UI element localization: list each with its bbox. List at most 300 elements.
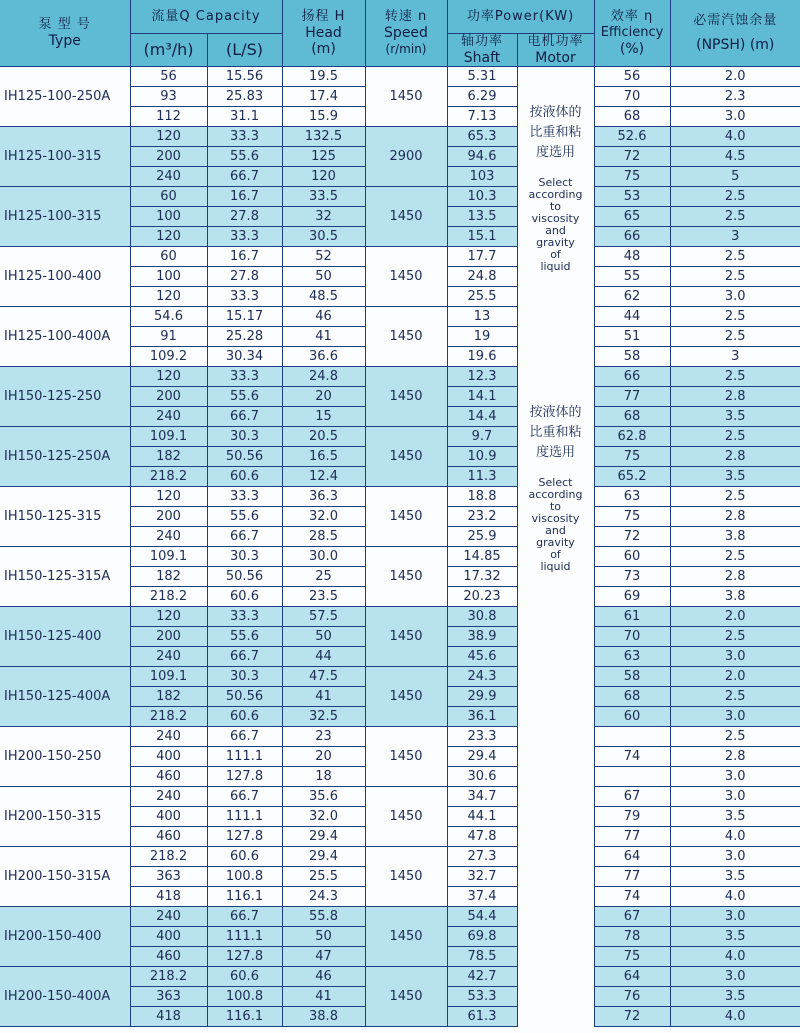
npsh-cell: 2.5	[670, 487, 800, 507]
npsh-cell: 2.5	[670, 427, 800, 447]
capacity-m3h-cell: 109.2	[130, 347, 207, 367]
npsh-cell: 3	[670, 227, 800, 247]
capacity-m3h-cell: 120	[130, 487, 207, 507]
capacity-m3h-cell: 460	[130, 947, 207, 967]
capacity-m3h-cell: 182	[130, 687, 207, 707]
capacity-ls-cell: 60.6	[207, 587, 282, 607]
table-body	[0, 67, 800, 1027]
npsh-cell: 3.5	[670, 927, 800, 947]
npsh-cell: 3.0	[670, 647, 800, 667]
shaft-power-cell: 14.4	[447, 407, 517, 427]
npsh-cell: 5	[670, 167, 800, 187]
capacity-ls-cell: 60.6	[207, 847, 282, 867]
speed-cell: 1450	[365, 967, 447, 1027]
head-cell: 32.0	[282, 507, 365, 527]
head-cell: 44	[282, 647, 365, 667]
shaft-power-cell: 7.13	[447, 107, 517, 127]
head-cell: 30.0	[282, 547, 365, 567]
npsh-cell: 2.5	[670, 367, 800, 387]
head-cell: 50	[282, 927, 365, 947]
motor-note-en	[518, 163, 594, 273]
speed-cell: 1450	[365, 487, 447, 547]
capacity-ls-cell: 27.8	[207, 207, 282, 227]
capacity-ls-cell: 66.7	[207, 407, 282, 427]
header-speed-zh: 转速 n	[384, 9, 428, 24]
shaft-power-cell: 29.4	[447, 747, 517, 767]
shaft-power-cell: 19.6	[447, 347, 517, 367]
efficiency-cell: 78	[594, 927, 670, 947]
model-cell: IH200-150-315A	[0, 847, 130, 907]
efficiency-cell: 74	[594, 887, 670, 907]
header-capacity	[130, 0, 282, 34]
head-cell: 50	[282, 267, 365, 287]
npsh-cell: 3.5	[670, 407, 800, 427]
head-cell: 132.5	[282, 127, 365, 147]
motor-note-en-line: to	[549, 499, 562, 513]
npsh-cell: 4.0	[670, 127, 800, 147]
capacity-m3h-cell: 60	[130, 247, 207, 267]
capacity-ls-cell: 55.6	[207, 387, 282, 407]
motor-note-zh-line: 比重和粘	[529, 125, 582, 140]
shaft-power-cell: 32.7	[447, 867, 517, 887]
efficiency-cell: 44	[594, 307, 670, 327]
shaft-power-cell: 17.32	[447, 567, 517, 587]
npsh-cell: 3.0	[670, 707, 800, 727]
efficiency-cell: 61	[594, 607, 670, 627]
npsh-cell: 2.5	[670, 727, 800, 747]
efficiency-cell: 69	[594, 587, 670, 607]
shaft-power-cell: 34.7	[447, 787, 517, 807]
capacity-m3h-cell: 120	[130, 607, 207, 627]
table-row	[0, 427, 800, 447]
capacity-m3h-cell: 240	[130, 907, 207, 927]
npsh-cell: 2.8	[670, 447, 800, 467]
capacity-m3h-cell: 418	[130, 1007, 207, 1027]
npsh-cell: 3.0	[670, 787, 800, 807]
capacity-ls-cell: 116.1	[207, 1007, 282, 1027]
capacity-ls-cell: 25.28	[207, 327, 282, 347]
efficiency-cell: 67	[594, 907, 670, 927]
capacity-ls-cell: 30.3	[207, 547, 282, 567]
head-cell: 12.4	[282, 467, 365, 487]
head-cell: 18	[282, 767, 365, 787]
shaft-power-cell: 29.9	[447, 687, 517, 707]
head-cell: 38.8	[282, 1007, 365, 1027]
capacity-m3h-cell: 109.1	[130, 547, 207, 567]
speed-cell: 1450	[365, 727, 447, 787]
shaft-power-cell: 78.5	[447, 947, 517, 967]
npsh-cell: 3.5	[670, 807, 800, 827]
shaft-power-cell: 53.3	[447, 987, 517, 1007]
shaft-power-cell: 12.3	[447, 367, 517, 387]
shaft-power-cell: 27.3	[447, 847, 517, 867]
head-cell: 19.5	[282, 67, 365, 87]
capacity-ls-cell: 60.6	[207, 967, 282, 987]
capacity-ls-cell: 66.7	[207, 727, 282, 747]
motor-note-en-line: gravity	[536, 236, 575, 249]
capacity-m3h-cell: 240	[130, 527, 207, 547]
efficiency-cell: 77	[594, 867, 670, 887]
motor-note-en-line: of	[550, 547, 561, 561]
shaft-power-cell: 61.3	[447, 1007, 517, 1027]
head-cell: 46	[282, 967, 365, 987]
shaft-power-cell: 44.1	[447, 807, 517, 827]
model-cell: IH150-125-400	[0, 607, 130, 667]
table-row	[0, 127, 800, 147]
capacity-m3h-cell: 112	[130, 107, 207, 127]
capacity-m3h-cell: 218.2	[130, 587, 207, 607]
efficiency-cell: 58	[594, 667, 670, 687]
capacity-ls-cell: 66.7	[207, 647, 282, 667]
efficiency-cell	[594, 727, 670, 747]
npsh-cell: 2.8	[670, 507, 800, 527]
capacity-ls-cell: 127.8	[207, 767, 282, 787]
efficiency-cell: 60	[594, 707, 670, 727]
capacity-ls-cell: 127.8	[207, 827, 282, 847]
capacity-m3h-cell: 109.1	[130, 667, 207, 687]
head-cell: 47	[282, 947, 365, 967]
capacity-ls-cell: 30.3	[207, 667, 282, 687]
shaft-power-cell: 23.2	[447, 507, 517, 527]
table-row	[0, 67, 800, 87]
efficiency-cell: 63	[594, 487, 670, 507]
head-cell: 28.5	[282, 527, 365, 547]
capacity-m3h-cell: 240	[130, 407, 207, 427]
capacity-m3h-cell: 93	[130, 87, 207, 107]
head-cell: 29.4	[282, 847, 365, 867]
model-cell: IH125-100-400A	[0, 307, 130, 367]
motor-note-en-line: according	[528, 487, 583, 501]
motor-note-en	[518, 463, 594, 573]
capacity-ls-cell: 15.17	[207, 307, 282, 327]
header-head-zh: 扬程 H	[301, 9, 346, 24]
shaft-power-cell: 42.7	[447, 967, 517, 987]
shaft-power-cell: 47.8	[447, 827, 517, 847]
capacity-ls-cell: 33.3	[207, 607, 282, 627]
npsh-cell: 2.5	[670, 547, 800, 567]
capacity-m3h-cell: 218.2	[130, 847, 207, 867]
capacity-ls-cell: 33.3	[207, 227, 282, 247]
head-cell: 48.5	[282, 287, 365, 307]
shaft-power-cell: 15.1	[447, 227, 517, 247]
head-cell: 23	[282, 727, 365, 747]
npsh-cell: 3.8	[670, 527, 800, 547]
motor-note-en-line: liquid	[540, 260, 571, 273]
efficiency-cell: 70	[594, 627, 670, 647]
npsh-cell: 2.3	[670, 87, 800, 107]
header-efficiency	[594, 0, 670, 67]
efficiency-cell: 56	[594, 67, 670, 87]
capacity-m3h-cell: 460	[130, 827, 207, 847]
speed-cell: 1450	[365, 367, 447, 427]
speed-cell: 1450	[365, 907, 447, 967]
speed-cell: 2900	[365, 127, 447, 187]
header-head-en: Head	[305, 25, 342, 41]
header-eff-unit: (%)	[619, 41, 645, 57]
table-row	[0, 907, 800, 927]
shaft-power-cell: 14.1	[447, 387, 517, 407]
motor-note-en-line: and	[545, 224, 566, 237]
capacity-ls-cell: 100.8	[207, 867, 282, 887]
head-cell: 17.4	[282, 87, 365, 107]
npsh-cell: 2.5	[670, 187, 800, 207]
efficiency-cell: 60	[594, 547, 670, 567]
efficiency-cell: 72	[594, 147, 670, 167]
header-npsh	[670, 0, 800, 67]
capacity-m3h-cell: 91	[130, 327, 207, 347]
head-cell: 36.6	[282, 347, 365, 367]
capacity-m3h-cell: 200	[130, 147, 207, 167]
motor-note-zh-line: 度选用	[535, 444, 575, 460]
head-cell: 55.8	[282, 907, 365, 927]
npsh-cell: 2.5	[670, 327, 800, 347]
shaft-power-cell: 23.3	[447, 727, 517, 747]
motor-note-en-line: viscosity	[531, 511, 580, 525]
capacity-ls-cell: 50.56	[207, 567, 282, 587]
capacity-ls-cell: 16.7	[207, 247, 282, 267]
efficiency-cell: 68	[594, 107, 670, 127]
efficiency-cell: 75	[594, 507, 670, 527]
head-cell: 32.5	[282, 707, 365, 727]
capacity-m3h-cell: 400	[130, 927, 207, 947]
capacity-ls-cell: 55.6	[207, 147, 282, 167]
shaft-power-cell: 69.8	[447, 927, 517, 947]
npsh-cell: 4.0	[670, 887, 800, 907]
npsh-cell: 3.0	[670, 767, 800, 787]
head-cell: 16.5	[282, 447, 365, 467]
capacity-m3h-cell: 460	[130, 767, 207, 787]
table-row	[0, 367, 800, 387]
efficiency-cell: 77	[594, 827, 670, 847]
head-cell: 47.5	[282, 667, 365, 687]
motor-note-en-line: and	[545, 523, 566, 537]
motor-note-zh-line: 比重和粘	[529, 424, 582, 440]
head-cell: 25.5	[282, 867, 365, 887]
efficiency-cell: 65.2	[594, 467, 670, 487]
head-cell: 52	[282, 247, 365, 267]
header-capacity-ls: (L/S)	[207, 34, 282, 67]
capacity-ls-cell: 111.1	[207, 807, 282, 827]
shaft-power-cell: 6.29	[447, 87, 517, 107]
capacity-m3h-cell: 218.2	[130, 967, 207, 987]
table-row	[0, 487, 800, 507]
shaft-power-cell: 11.3	[447, 467, 517, 487]
shaft-power-cell: 38.9	[447, 627, 517, 647]
header-power	[447, 0, 594, 34]
speed-cell: 1450	[365, 787, 447, 847]
motor-note-zh-line: 按液体的	[529, 105, 582, 120]
capacity-ls-cell: 33.3	[207, 127, 282, 147]
head-cell: 23.5	[282, 587, 365, 607]
header-motor	[517, 34, 594, 67]
motor-note-en-line: to	[549, 200, 562, 213]
npsh-cell: 2.5	[670, 627, 800, 647]
model-cell: IH200-150-250	[0, 727, 130, 787]
capacity-ls-cell: 33.3	[207, 487, 282, 507]
shaft-power-cell: 24.8	[447, 267, 517, 287]
npsh-cell: 3.5	[670, 467, 800, 487]
efficiency-cell: 75	[594, 447, 670, 467]
speed-cell: 1450	[365, 607, 447, 667]
npsh-cell: 3.5	[670, 867, 800, 887]
speed-cell: 1450	[365, 187, 447, 247]
npsh-cell: 4.0	[670, 827, 800, 847]
header-npsh-en: (NPSH) (m)	[696, 37, 775, 53]
capacity-m3h-cell: 120	[130, 287, 207, 307]
capacity-ls-cell: 66.7	[207, 167, 282, 187]
capacity-m3h-cell: 240	[130, 727, 207, 747]
head-cell: 20	[282, 747, 365, 767]
head-cell: 15	[282, 407, 365, 427]
capacity-ls-cell: 50.56	[207, 687, 282, 707]
motor-note-zh-line: 按液体的	[529, 404, 582, 420]
efficiency-cell: 75	[594, 947, 670, 967]
npsh-cell: 2.5	[670, 207, 800, 227]
efficiency-cell: 75	[594, 167, 670, 187]
capacity-m3h-cell: 182	[130, 567, 207, 587]
motor-note-en-line: liquid	[540, 559, 571, 573]
model-cell: IH125-100-315	[0, 127, 130, 187]
npsh-cell: 4.0	[670, 1007, 800, 1027]
shaft-power-cell: 10.9	[447, 447, 517, 467]
capacity-m3h-cell: 100	[130, 207, 207, 227]
efficiency-cell: 68	[594, 687, 670, 707]
capacity-m3h-cell: 400	[130, 747, 207, 767]
capacity-m3h-cell: 100	[130, 267, 207, 287]
npsh-cell: 2.0	[670, 667, 800, 687]
model-cell: IH150-125-250	[0, 367, 130, 427]
head-cell: 24.8	[282, 367, 365, 387]
shaft-power-cell: 30.6	[447, 767, 517, 787]
header-shaft-zh: 轴功率	[460, 34, 503, 49]
header-type-zh: 泵 型 号	[38, 17, 91, 32]
table-row	[0, 667, 800, 687]
model-cell: IH125-100-400	[0, 247, 130, 307]
efficiency-cell	[594, 767, 670, 787]
shaft-power-cell: 25.5	[447, 287, 517, 307]
capacity-ls-cell: 60.6	[207, 467, 282, 487]
header-eff-zh: 效率 η	[610, 9, 654, 24]
npsh-cell: 3.0	[670, 907, 800, 927]
npsh-cell: 3.0	[670, 967, 800, 987]
capacity-m3h-cell: 240	[130, 647, 207, 667]
capacity-m3h-cell: 54.6	[130, 307, 207, 327]
table-row	[0, 187, 800, 207]
shaft-power-cell: 25.9	[447, 527, 517, 547]
head-cell: 20.5	[282, 427, 365, 447]
table-row	[0, 727, 800, 747]
capacity-ls-cell: 66.7	[207, 787, 282, 807]
header-motor-zh: 电机功率	[527, 34, 584, 49]
efficiency-cell: 55	[594, 267, 670, 287]
capacity-m3h-cell: 200	[130, 387, 207, 407]
header-speed	[365, 0, 447, 67]
head-cell: 32.0	[282, 807, 365, 827]
shaft-power-cell: 37.4	[447, 887, 517, 907]
model-cell: IH150-125-400A	[0, 667, 130, 727]
header-head	[282, 0, 365, 67]
capacity-ls-cell: 25.83	[207, 87, 282, 107]
capacity-ls-cell: 100.8	[207, 987, 282, 1007]
header-eff-en: Efficiency	[600, 25, 664, 40]
efficiency-cell: 51	[594, 327, 670, 347]
capacity-m3h-cell: 218.2	[130, 707, 207, 727]
npsh-cell: 3.5	[670, 987, 800, 1007]
npsh-cell: 2.5	[670, 307, 800, 327]
shaft-power-cell: 45.6	[447, 647, 517, 667]
capacity-ls-cell: 27.8	[207, 267, 282, 287]
capacity-m3h-cell: 363	[130, 987, 207, 1007]
shaft-power-cell: 13.5	[447, 207, 517, 227]
speed-cell: 1450	[365, 307, 447, 367]
head-cell: 50	[282, 627, 365, 647]
shaft-power-cell: 94.6	[447, 147, 517, 167]
head-cell: 41	[282, 327, 365, 347]
model-cell: IH125-100-250A	[0, 67, 130, 127]
motor-note-en-line: Select	[538, 475, 573, 489]
head-cell: 41	[282, 987, 365, 1007]
capacity-m3h-cell: 120	[130, 227, 207, 247]
speed-cell: 1450	[365, 547, 447, 607]
capacity-m3h-cell: 200	[130, 627, 207, 647]
header-motor-en: Motor	[535, 50, 576, 66]
motor-note-zh	[518, 367, 594, 463]
capacity-ls-cell: 30.34	[207, 347, 282, 367]
header-shaft-en: Shaft	[463, 50, 501, 66]
shaft-power-cell: 19	[447, 327, 517, 347]
npsh-cell: 2.8	[670, 567, 800, 587]
npsh-cell: 3	[670, 347, 800, 367]
capacity-ls-cell: 33.3	[207, 367, 282, 387]
capacity-m3h-cell: 182	[130, 447, 207, 467]
shaft-power-cell: 17.7	[447, 247, 517, 267]
capacity-ls-cell: 15.56	[207, 67, 282, 87]
capacity-m3h-cell: 363	[130, 867, 207, 887]
motor-note-zh	[518, 67, 594, 163]
capacity-m3h-cell: 218.2	[130, 467, 207, 487]
shaft-power-cell: 103	[447, 167, 517, 187]
capacity-m3h-cell: 240	[130, 167, 207, 187]
shaft-power-cell: 65.3	[447, 127, 517, 147]
table-row	[0, 247, 800, 267]
efficiency-cell: 70	[594, 87, 670, 107]
head-cell: 125	[282, 147, 365, 167]
npsh-cell: 4.5	[670, 147, 800, 167]
head-cell: 29.4	[282, 827, 365, 847]
table-row	[0, 967, 800, 987]
head-cell: 30.5	[282, 227, 365, 247]
npsh-cell: 2.0	[670, 607, 800, 627]
efficiency-cell: 67	[594, 787, 670, 807]
npsh-cell: 2.0	[670, 67, 800, 87]
npsh-cell: 2.5	[670, 687, 800, 707]
model-cell: IH150-125-315	[0, 487, 130, 547]
capacity-m3h-cell: 56	[130, 67, 207, 87]
capacity-ls-cell: 127.8	[207, 947, 282, 967]
npsh-cell: 2.5	[670, 267, 800, 287]
motor-power-note	[517, 367, 594, 1027]
efficiency-cell: 53	[594, 187, 670, 207]
head-cell: 36.3	[282, 487, 365, 507]
npsh-cell: 2.5	[670, 247, 800, 267]
head-cell: 41	[282, 687, 365, 707]
head-cell: 32	[282, 207, 365, 227]
capacity-ls-cell: 55.6	[207, 627, 282, 647]
capacity-ls-cell: 60.6	[207, 707, 282, 727]
efficiency-cell: 63	[594, 647, 670, 667]
shaft-power-cell: 13	[447, 307, 517, 327]
efficiency-cell: 76	[594, 987, 670, 1007]
